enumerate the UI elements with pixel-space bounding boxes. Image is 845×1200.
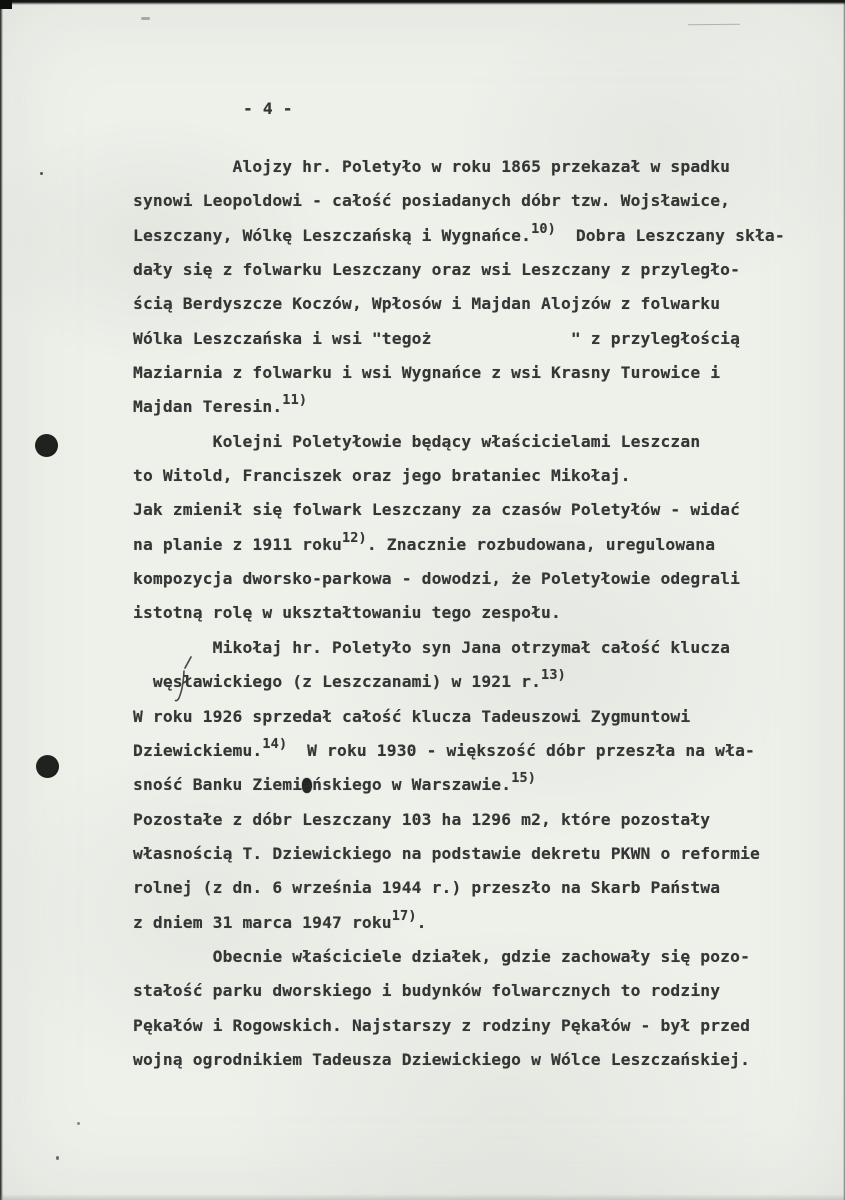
paper-speck — [40, 172, 43, 175]
text-line: rolnej (z dn. 6 września 1944 r.) przeszło na Skarb Państwa — [133, 878, 721, 898]
text-line: Alojzy hr. Poletyło w roku 1865 przekazał w spadku — [133, 157, 731, 176]
text-line: Maziarnia z folwarku i wsi Wygnańce z wsi Krasny Turowice i — [133, 363, 721, 383]
paper-speck — [141, 17, 150, 20]
text-line: wojną ogrodnikiem Tadeusza Dziewickiego w Wólce Leszczańskiej. — [133, 1049, 751, 1069]
scan-edge-bottom — [0, 1194, 845, 1200]
paragraph — [133, 150, 785, 425]
paragraph — [133, 940, 773, 1077]
text-line: kompozycja dworsko-parkowa - dowodzi, że Poletyłowie odegrali — [133, 569, 741, 589]
paper-speck — [56, 1156, 59, 1160]
handwritten-correction-mark — [170, 650, 196, 706]
text-line: własnością T. Dziewickiego na podstawie dekretu PKWN o reformie — [133, 843, 760, 863]
text-line: istotną rolę w ukształtowaniu tego zespołu. — [133, 603, 561, 623]
text-line: Mikołaj hr. Poletyło syn Jana otrzymał całość klucza — [133, 637, 731, 657]
footnote-ref: 11) — [282, 392, 308, 409]
text-line: Leszczany, Wólkę Leszczańską i Wygnańce.$^{10)}$ Dobra Leszczany skła- — [133, 220, 785, 245]
ink-blot: a — [302, 776, 313, 796]
text-line: Wólka Leszczańska i wsi "tegoż " z przyległością — [133, 328, 741, 348]
scan-corner-mark — [0, 0, 12, 9]
text-line: synowi Leopoldowi - całość posiadanych dóbr tzw. Wojsławice, — [133, 191, 731, 211]
text-line: sność Banku Ziemiańskiego w Warszawie.$^{15)}$ — [133, 770, 537, 796]
footnote-ref: 15) — [511, 770, 537, 787]
paper-speck — [77, 1122, 80, 1125]
text-line: stałość parku dworskiego i budynków folwarcznych to rodziny — [133, 981, 721, 1001]
text-line: Jak zmienił się folwark Leszczany za czasów Poletyłów - widać — [133, 500, 741, 520]
text-line: Majdan Teresin.$^{11)}$ — [133, 392, 308, 417]
scan-edge-left — [0, 0, 3, 1200]
hole-punch-bottom — [36, 755, 59, 778]
footnote-ref: 12) — [342, 529, 367, 546]
text-line: z dniem 31 marca 1947 roku$^{17)}$. — [133, 907, 427, 932]
paragraph — [133, 425, 773, 631]
paragraph — [133, 631, 773, 940]
text-line: Kolejni Poletyłowie będący właścicielami Leszczan — [133, 431, 701, 451]
text-line: W roku 1926 sprzedał całość klucza Tadeuszowi Zygmuntowi — [133, 706, 691, 726]
text-block — [133, 150, 785, 1077]
scan-edge-top — [0, 0, 845, 5]
text-line: to Witold, Franciszek oraz jego brataniec Mikołaj. — [133, 466, 631, 486]
text-line: dały się z folwarku Leszczany oraz wsi Leszczany z przyległo- — [133, 260, 741, 280]
footnote-ref: 13) — [541, 667, 566, 684]
text-line: Obecnie właściciele działek, gdzie zachowały się pozo- — [133, 946, 751, 966]
text-line: Pękałów i Rogowskich. Najstarszy z rodziny Pękałów - był przed — [133, 1015, 751, 1035]
footnote-ref: 14) — [262, 735, 288, 752]
text-line: Pozostałe z dóbr Leszczany 103 ha 1296 m2, które pozostały — [133, 809, 711, 829]
text-line: na planie z 1911 roku$^{12)}$. Znacznie rozbudowana, uregulowana — [133, 529, 716, 554]
footnote-ref: 10) — [531, 220, 556, 237]
scan-scratch — [688, 24, 740, 25]
page-number: - 4 - — [243, 99, 293, 118]
footnote-ref: 17) — [391, 907, 417, 924]
text-line: ścią Berdyszcze Koczów, Wpłosów i Majdan Alojzów z folwarku — [133, 294, 721, 314]
hole-punch-top — [35, 434, 58, 457]
text-line: Dziewickiemu.$^{14)}$ W roku 1930 - większość dóbr przeszła na wła- — [133, 735, 755, 760]
text-line: węsławickiego (z Leszczanami) w 1921 r.$^{13)}$ — [133, 667, 566, 692]
